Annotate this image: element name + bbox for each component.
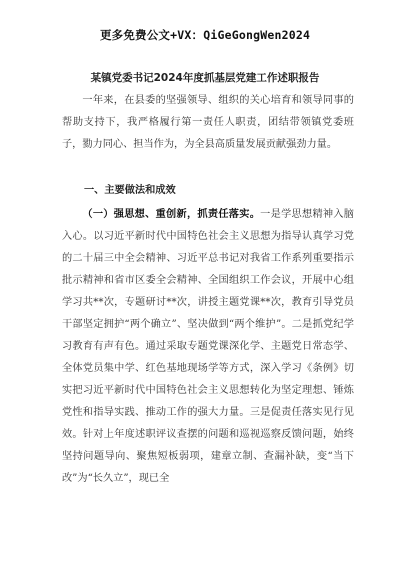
subsection-paragraph — [62, 204, 354, 490]
subsection-heading: （一）强思想、重创新，抓责任落实。 — [82, 209, 261, 220]
document-title: 某镇党委书记2024年度抓基层党建工作述职报告 — [90, 72, 320, 84]
subsection-body: 一是学思想精神入脑入心。以习近平新时代中国特色社会主义思想为指导认真学习党的二十届三中全会精神、习近平总书记对我省工作系列重要指示批示精神和省市区委全会精神、全国组织工作会议，开展中心组学习共**次，专题研讨**次，讲授主题党课**次，教育引导党员干部坚定拥护“两个确立”、坚决做到“两个维护”。二是抓党纪学习教育有声有色。通过采取专题党课深化学、主题党日常态学、全体党员集中学、红色基地现场学等方式，深入学习《条例》切实把习近平新时代中国特色社会主义思想转化为坚定理想、锤炼党性和指导实践、推动工作的强大力量。三是促责任落实见行见效。针对上年度述职评议查摆的问题和巡视巡察反馈问题，始终坚持问题导向、聚焦短板弱项，建章立制、查漏补缺，变“当下改”为“长久立”，现已全 — [62, 209, 354, 484]
intro-paragraph: 一年来，在县委的坚强领导、组织的关心培育和领导同事的帮助支持下，我严格履行第一责任人职责，团结带领镇党委班子，勠力同心、担当作为，为全县高质量发展贡献强劲力量。 — [62, 95, 354, 150]
watermark-header: 更多免费公文+VX：QiGeGongWen2024 — [99, 28, 311, 42]
section-heading: 一、主要做法和成效 — [84, 185, 176, 196]
